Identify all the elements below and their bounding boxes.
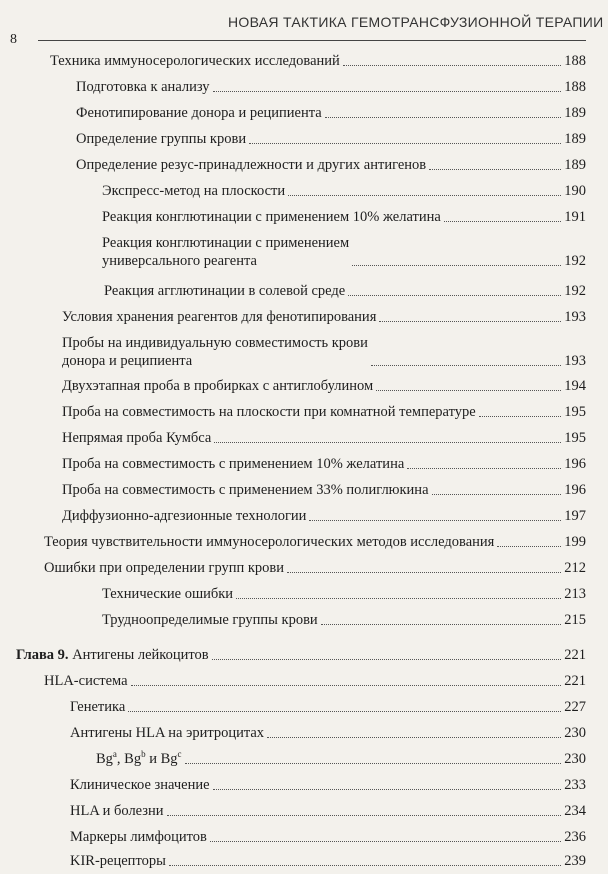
leader-dots bbox=[352, 265, 561, 266]
toc-entry bbox=[44, 533, 586, 551]
toc-entry-title: Реакция конглютинации с применением универсального реагента bbox=[102, 235, 350, 269]
leader-dots bbox=[497, 546, 561, 547]
toc-entry-title: Генетика bbox=[70, 699, 126, 715]
toc-entry bbox=[62, 308, 586, 326]
toc-entry-title: Техника иммуносерологических исследований bbox=[50, 53, 340, 69]
leader-dots bbox=[376, 390, 561, 391]
toc-entry bbox=[62, 429, 586, 447]
running-title: НОВАЯ ТАКТИКА ГЕМОТРАНСФУЗИОННОЙ ТЕРАПИИ bbox=[228, 14, 604, 30]
toc-entry-page: 189 bbox=[564, 157, 586, 173]
toc-entry-title: Технические ошибки bbox=[102, 586, 234, 602]
toc-entry bbox=[76, 104, 586, 122]
toc-entry-title: Клиническое значение bbox=[70, 777, 210, 793]
leader-dots bbox=[407, 468, 561, 469]
toc-entry bbox=[102, 182, 586, 200]
leader-dots bbox=[343, 65, 561, 66]
leader-dots bbox=[267, 737, 561, 738]
toc-entry-title: Теория чувствительности иммуносерологических методов исследования bbox=[44, 534, 495, 550]
toc-entry-title: Двухэтапная проба в пробирках с антиглобулином bbox=[62, 378, 374, 394]
toc-entry bbox=[70, 802, 586, 820]
leader-dots bbox=[214, 442, 561, 443]
toc-entry-page: 227 bbox=[564, 699, 586, 715]
toc-entry-title: KIR-рецепторы bbox=[70, 853, 166, 869]
toc-entry-page: 192 bbox=[564, 253, 586, 269]
leader-dots bbox=[321, 624, 562, 625]
toc-entry-title: Определение резус-принадлежности и других антигенов bbox=[76, 157, 427, 173]
leader-dots bbox=[212, 659, 562, 660]
toc-entry-title: Bg$^a$, Bg$^b$ и Bg$^c$ bbox=[96, 749, 182, 767]
toc-entry-page: 189 bbox=[564, 131, 586, 147]
page-number: 8 bbox=[10, 32, 17, 47]
toc-entry-page: 230 bbox=[564, 725, 586, 741]
leader-dots bbox=[371, 365, 561, 366]
toc-entry-page: 191 bbox=[564, 209, 586, 225]
toc-entry-title: Проба на совместимость на плоскости при комнатной температуре bbox=[62, 404, 476, 420]
leader-dots bbox=[169, 865, 561, 866]
leader-dots bbox=[325, 117, 562, 118]
toc-entry bbox=[102, 234, 586, 270]
toc-entry bbox=[44, 672, 586, 690]
toc-entry-title: Подготовка к анализу bbox=[76, 79, 210, 95]
toc-entry bbox=[102, 585, 586, 603]
toc-entry-page: 195 bbox=[564, 404, 586, 420]
toc-entry-page: 212 bbox=[564, 560, 586, 576]
leader-dots bbox=[479, 416, 562, 417]
toc-entry-title: Трудноопределимые группы крови bbox=[102, 612, 318, 628]
toc-entry-page: 230 bbox=[564, 751, 586, 767]
toc-entry bbox=[62, 403, 586, 421]
leader-dots bbox=[348, 295, 561, 296]
toc-entry-page: 236 bbox=[564, 829, 586, 845]
toc-entry-page: 221 bbox=[564, 647, 586, 663]
leader-dots bbox=[379, 321, 561, 322]
toc-entry-title: Диффузионно-адгезионные технологии bbox=[62, 508, 307, 524]
toc-entry bbox=[76, 130, 586, 148]
leader-dots bbox=[213, 91, 562, 92]
toc-entry-page: 215 bbox=[564, 612, 586, 628]
toc-entry-page: 234 bbox=[564, 803, 586, 819]
toc-entry bbox=[70, 698, 586, 716]
toc-entry bbox=[70, 852, 586, 870]
toc-chapter-entry bbox=[16, 646, 586, 664]
toc-entry-page: 196 bbox=[564, 456, 586, 472]
leader-dots bbox=[210, 841, 561, 842]
toc-entry-title: Экспресс-метод на плоскости bbox=[102, 183, 286, 199]
toc-entry-page: 190 bbox=[564, 183, 586, 199]
toc-entry bbox=[70, 724, 586, 742]
toc-entry-page: 197 bbox=[564, 508, 586, 524]
leader-dots bbox=[128, 711, 561, 712]
toc-entry bbox=[76, 156, 586, 174]
toc-entry-title: Определение группы крови bbox=[76, 131, 247, 147]
toc-entry bbox=[62, 455, 586, 473]
chapter-title: Антигены лейкоцитов bbox=[68, 647, 209, 663]
toc-entry-page: 199 bbox=[564, 534, 586, 550]
toc-entry-title: Пробы на индивидуальную совместимость крови донора и реципиента bbox=[62, 335, 368, 369]
toc-entry-page: 195 bbox=[564, 430, 586, 446]
toc-entry bbox=[50, 52, 586, 70]
toc-entry-title: Непрямая проба Кумбса bbox=[62, 430, 212, 446]
toc-entry-page: 233 bbox=[564, 777, 586, 793]
toc-entry-title: Условия хранения реагентов для фенотипирования bbox=[62, 309, 377, 325]
toc-entry bbox=[70, 776, 586, 794]
toc-entry bbox=[96, 750, 586, 768]
leader-dots bbox=[309, 520, 561, 521]
toc-entry bbox=[102, 208, 586, 226]
leader-dots bbox=[131, 685, 562, 686]
toc-entry-page: 239 bbox=[564, 853, 586, 869]
toc-entry-title: Антигены HLA на эритроцитах bbox=[70, 725, 265, 741]
toc-entry-title bbox=[16, 646, 209, 664]
leader-dots bbox=[287, 572, 561, 573]
toc-entry-page: 194 bbox=[564, 378, 586, 394]
toc-entry bbox=[102, 611, 586, 629]
toc-entry-title: Маркеры лимфоцитов bbox=[70, 829, 207, 845]
toc-entry-title: HLA и болезни bbox=[70, 803, 164, 819]
chapter-label: Глава 9. bbox=[16, 647, 69, 663]
toc-entry-page: 188 bbox=[564, 79, 586, 95]
toc-entry-page: 193 bbox=[564, 353, 586, 369]
toc-entry bbox=[62, 334, 586, 370]
leader-dots bbox=[185, 763, 562, 764]
toc-entry-page: 213 bbox=[564, 586, 586, 602]
toc-entry bbox=[104, 282, 586, 300]
leader-dots bbox=[213, 789, 562, 790]
toc-entry bbox=[44, 559, 586, 577]
toc-entry bbox=[62, 481, 586, 499]
toc-entry-title: Реакция конглютинации с применением 10% желатина bbox=[102, 209, 441, 225]
toc-entry bbox=[62, 377, 586, 395]
toc-entry-title: Проба на совместимость с применением 10% желатина bbox=[62, 456, 405, 472]
toc-entry bbox=[70, 828, 586, 846]
toc-entry-page: 189 bbox=[564, 105, 586, 121]
leader-dots bbox=[167, 815, 562, 816]
toc-entry-page: 188 bbox=[564, 53, 586, 69]
toc-entry-page: 221 bbox=[564, 673, 586, 689]
toc-entry bbox=[76, 78, 586, 96]
toc-entry-title: HLA-система bbox=[44, 673, 128, 689]
leader-dots bbox=[288, 195, 561, 196]
leader-dots bbox=[429, 169, 561, 170]
leader-dots bbox=[249, 143, 561, 144]
leader-dots bbox=[432, 494, 562, 495]
toc-entry-title: Ошибки при определении групп крови bbox=[44, 560, 285, 576]
toc-entry-page: 192 bbox=[564, 283, 586, 299]
toc-entry-page: 193 bbox=[564, 309, 586, 325]
leader-dots bbox=[444, 221, 561, 222]
toc-entry bbox=[62, 507, 586, 525]
toc-entry-page: 196 bbox=[564, 482, 586, 498]
toc-entry-title: Реакция агглютинации в солевой среде bbox=[104, 283, 346, 299]
toc-entry-title: Фенотипирование донора и реципиента bbox=[76, 105, 322, 121]
toc-entry-title: Проба на совместимость с применением 33% полиглюкина bbox=[62, 482, 429, 498]
leader-dots bbox=[236, 598, 561, 599]
